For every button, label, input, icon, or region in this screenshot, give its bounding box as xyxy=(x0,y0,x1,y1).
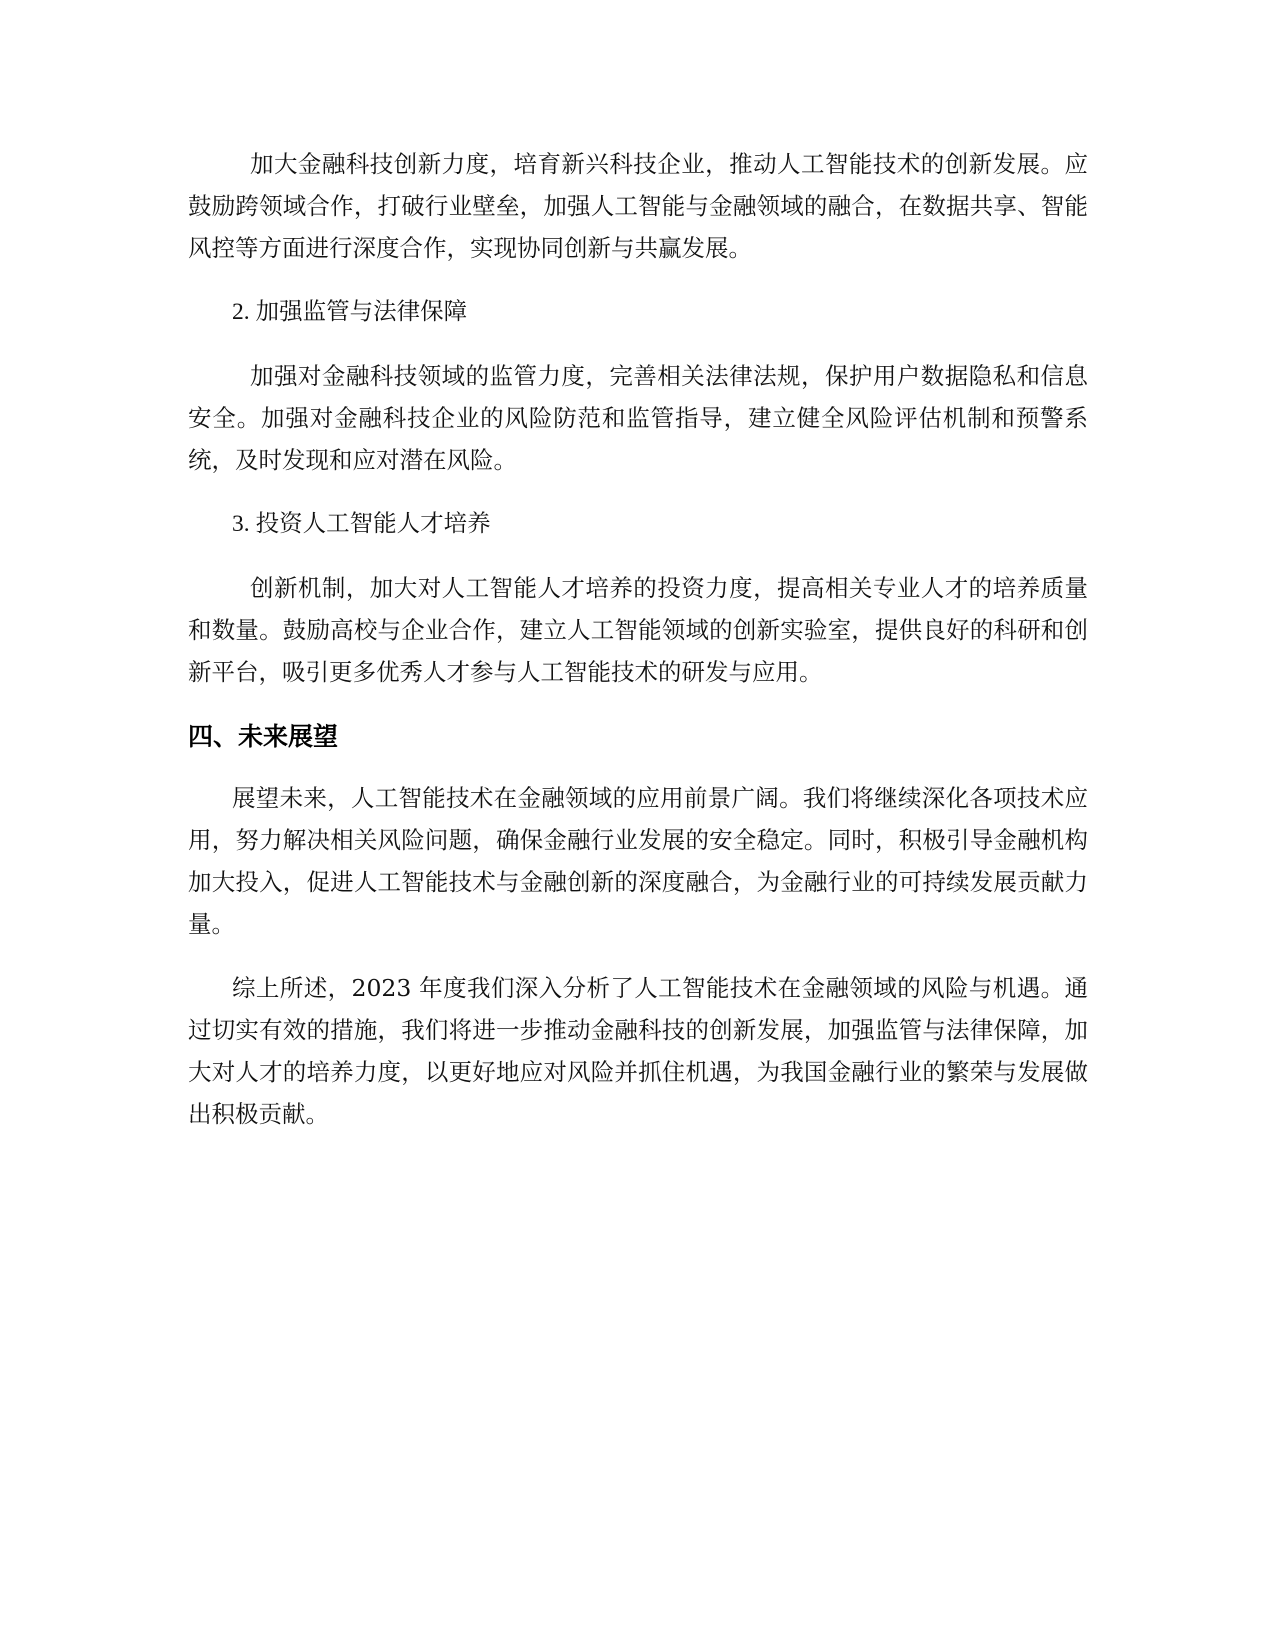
paragraph-regulation: 加强对金融科技领域的监管力度，完善相关法律法规，保护用户数据隐私和信息安全。加强对金融科技企业的风险防范和监管指导，建立健全风险评估机制和预警系统，及时发现和应对潜在风险。 xyxy=(188,362,1088,474)
subheading-title: 加强监管与法律保障 xyxy=(255,299,468,325)
paragraph-innovation: 加大金融科技创新力度，培育新兴科技企业，推动人工智能技术的创新发展。应鼓励跨领域合作，打破行业壁垒，加强人工智能与金融领域的融合，在数据共享、智能风控等方面进行深度合作，实现协同创新与共赢发展。 xyxy=(188,150,1088,262)
paragraph-outlook: 展望未来，人工智能技术在金融领域的应用前景广阔。我们将继续深化各项技术应用，努力解决相关风险问题，确保金融行业发展的安全稳定。同时，积极引导金融机构加大投入，促进人工智能技术与金融创新的深度融合，为金融行业的可持续发展贡献力量。 xyxy=(188,784,1088,938)
subheading-number: 3. xyxy=(232,511,250,537)
paragraph-summary: 综上所述，2023 年度我们深入分析了人工智能技术在金融领域的风险与机遇。通过切实有效的措施，我们将进一步推动金融科技的创新发展，加强监管与法律保障，加大对人才的培养力度，以更好地应对风险并抓住机遇，为我国金融行业的繁荣与发展做出积极贡献。 xyxy=(188,974,1088,1128)
subheading-title: 投资人工智能人才培养 xyxy=(255,511,491,537)
paragraph-talent: 创新机制，加大对人工智能人才培养的投资力度，提高相关专业人才的培养质量和数量。鼓励高校与企业合作，建立人工智能领域的创新实验室，提供良好的科研和创新平台，吸引更多优秀人才参与人工智能技术的研发与应用。 xyxy=(188,574,1088,686)
subheading-number: 2. xyxy=(232,299,250,325)
subheading-talent xyxy=(188,503,1088,545)
section-heading-outlook: 四、未来展望 xyxy=(188,722,339,751)
document-body xyxy=(188,143,1088,1135)
subheading-regulation xyxy=(188,291,1088,333)
